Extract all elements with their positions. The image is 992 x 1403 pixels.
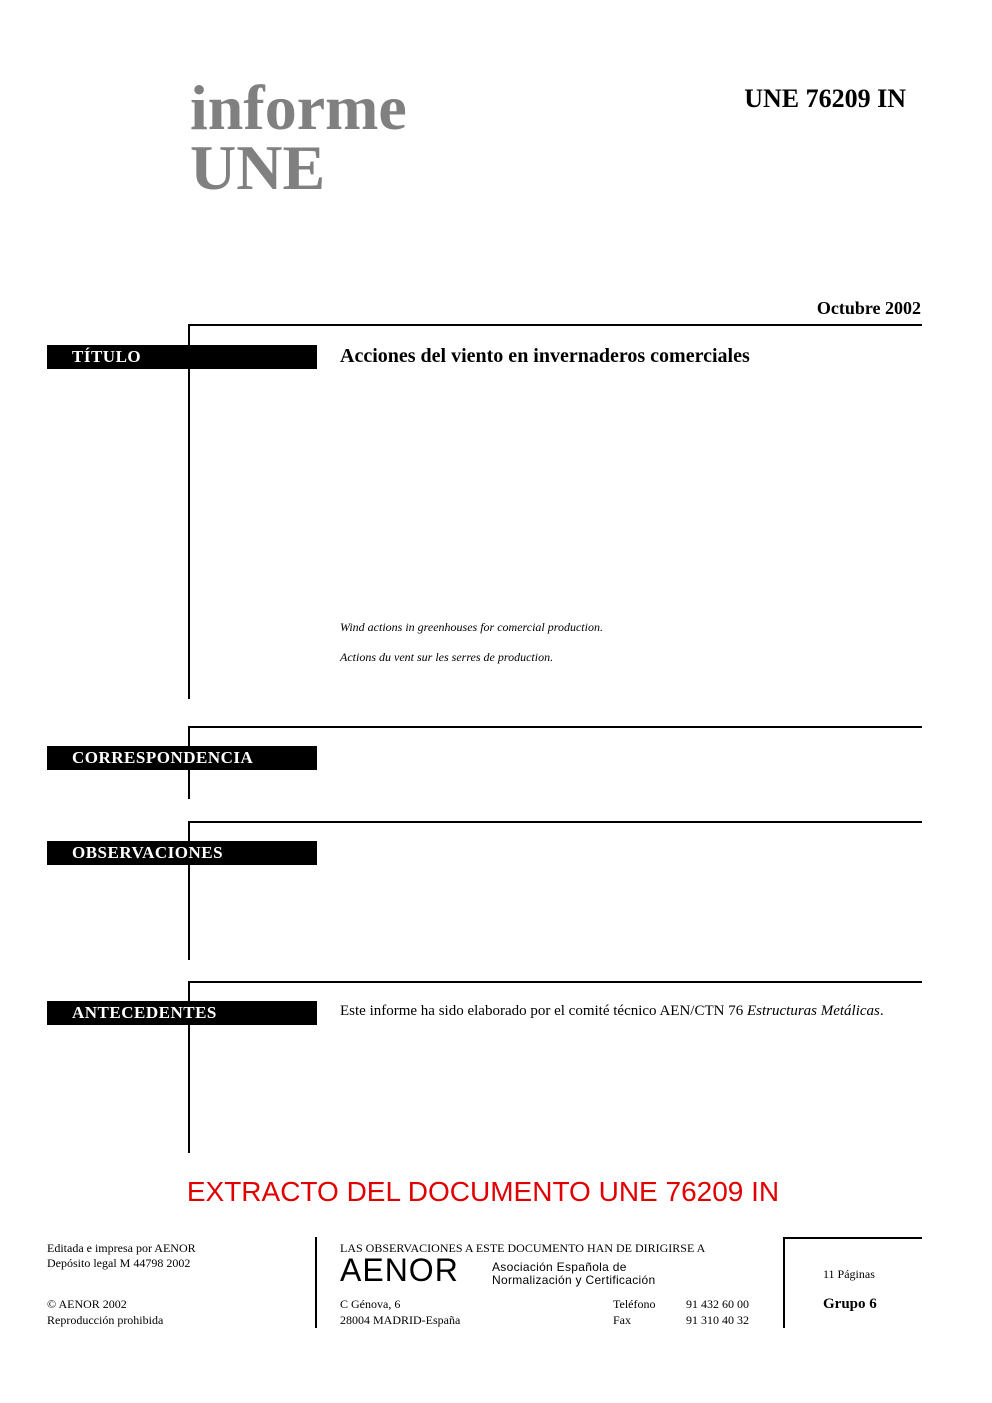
label-antecedentes: ANTECEDENTES — [47, 1001, 317, 1025]
footer-observations-notice: LAS OBSERVACIONES A ESTE DOCUMENTO HAN DE DIRIGIRSE A — [340, 1241, 706, 1255]
label-observaciones: OBSERVACIONES — [47, 841, 317, 865]
antecedentes-end: . — [879, 1003, 884, 1019]
footer-box-rule — [783, 1237, 785, 1328]
aenor-full-line2: Normalización y Certificación — [492, 1273, 656, 1287]
footer-legal-deposit: Depósito legal M 44798 2002 — [47, 1256, 191, 1270]
aenor-full-line1: Asociación Española de — [492, 1260, 627, 1274]
footer-box-top — [783, 1237, 922, 1239]
label-correspondencia: CORRESPONDENCIA — [47, 746, 317, 770]
antecedentes-plain: Este informe ha sido elaborado por el comité técnico AEN/CTN 76 — [340, 1003, 744, 1019]
page-count: 11 Páginas — [823, 1267, 875, 1281]
document-title: Acciones del viento en invernaderos comerciales — [340, 345, 750, 367]
footer-phone-label: Teléfono — [613, 1297, 656, 1311]
document-number: UNE 76209 IN — [744, 84, 906, 113]
price-group: Grupo 6 — [823, 1296, 877, 1312]
antecedentes-text — [340, 1001, 922, 1021]
footer-edited: Editada e impresa por AENOR — [47, 1241, 196, 1255]
label-titulo: TÍTULO — [47, 345, 317, 369]
footer-copyright: © AENOR 2002 — [47, 1297, 127, 1311]
section-divider — [188, 324, 922, 326]
footer-reproduction: Reproducción prohibida — [47, 1313, 164, 1327]
footer-rule — [315, 1237, 317, 1328]
section-divider — [188, 981, 922, 983]
brand-une: UNE — [190, 132, 326, 203]
footer-address-line2: 28004 MADRID-España — [340, 1313, 461, 1327]
footer-address-line1: C Génova, 6 — [340, 1297, 401, 1311]
aenor-full-name — [492, 1261, 655, 1287]
section-divider — [188, 821, 922, 823]
document-date: Octubre 2002 — [816, 298, 921, 318]
title-english: Wind actions in greenhouses for comercial production. — [340, 620, 603, 634]
antecedentes-committee: Estructuras Metálicas — [746, 1003, 880, 1019]
section-rule — [188, 324, 190, 699]
title-french: Actions du vent sur les serres de production. — [340, 650, 554, 664]
brand-informe: informe — [190, 72, 407, 143]
extract-notice: EXTRACTO DEL DOCUMENTO UNE 76209 IN — [186, 1176, 780, 1207]
footer-fax: 91 310 40 32 — [686, 1313, 749, 1327]
footer-phone: 91 432 60 00 — [686, 1297, 749, 1311]
aenor-logo: AENOR — [340, 1252, 459, 1288]
footer-fax-label: Fax — [613, 1313, 631, 1327]
section-divider — [188, 726, 922, 728]
